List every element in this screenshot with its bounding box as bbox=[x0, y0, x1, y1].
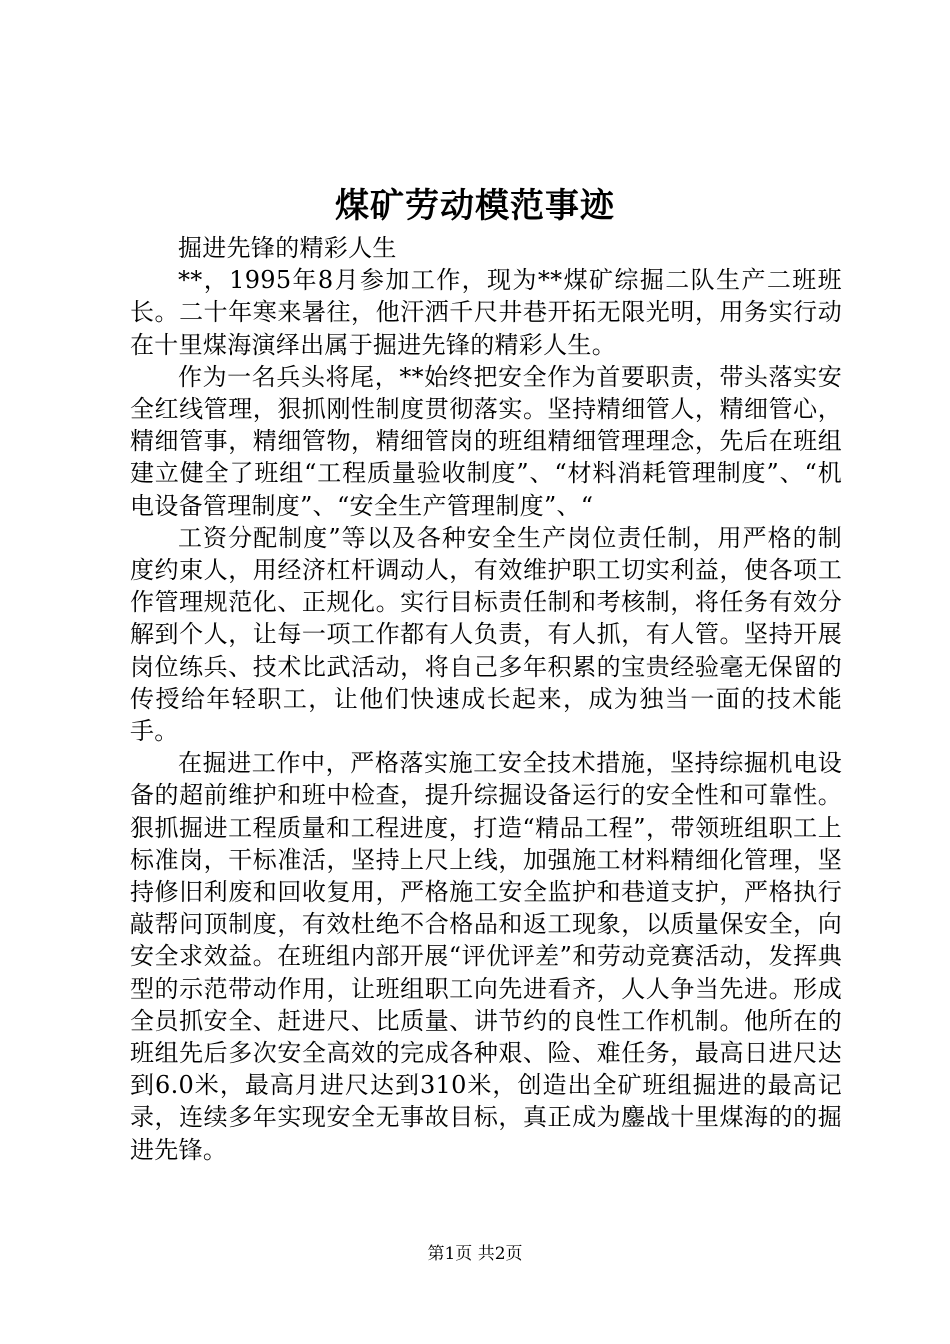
paragraph-intro: **，1995年8月参加工作，现为**煤矿综掘二队生产二班班长。二十年寒来暑往，他汗洒千尺井巷开拓无限光明，用务实行动在十里煤海演绎出属于掘进先锋的精彩人生。 bbox=[130, 266, 842, 359]
document-body bbox=[130, 232, 842, 1166]
page-number-footer: 第1页 共2页 bbox=[427, 1244, 523, 1264]
paragraph-subtitle: 掘进先锋的精彩人生 bbox=[178, 234, 397, 262]
paragraph-management: 工资分配制度”等以及各种安全生产岗位责任制，用严格的制度约束人，用经济杠杆调动人，有效维护职工切实利益，使各项工作管理规范化、正规化。实行目标责任制和考核制，将任务有效分解到个人，让每一项工作都有人负责，有人抓，有人管。坚持开展岗位练兵、技术比武活动，将自己多年积累的宝贵经验毫无保留的传授给年轻职工，让他们快速成长起来，成为独当一面的技术能手。 bbox=[130, 523, 842, 746]
paragraph-safety: 作为一名兵头将尾，**始终把安全作为首要职责，带头落实安全红线管理，狠抓刚性制度贯彻落实。坚持精细管人，精细管心，精细管事，精细管物，精细管岗的班组精细管理理念，先后在班组建立健全了班组“工程质量验收制度”、“材料消耗管理制度”、“机电设备管理制度”、“安全生产管理制度”、“ bbox=[130, 362, 842, 520]
document-title: 煤矿劳动模范事迹 bbox=[335, 186, 615, 226]
paragraph-tunneling: 在掘进工作中，严格落实施工安全技术措施，坚持综掘机电设备的超前维护和班中检查，提升综掘设备运行的安全性和可靠性。狠抓掘进工程质量和工程进度，打造“精品工程”，带领班组职工上标准岗，干标准活，坚持上尺上线，加强施工材料精细化管理，坚持修旧利废和回收复用，严格施工安全监护和巷道支护，严格执行敲帮问顶制度，有效杜绝不合格品和返工现象，以质量保安全，向安全求效益。在班组内部开展“评优评差”和劳动竞赛活动，发挥典型的示范带动作用，让班组职工向先进看齐，人人争当先进。形成全员抓安全、赶进尺、比质量、讲节约的良性工作机制。他所在的班组先后多次安全高效的完成各种艰、险、难任务，最高日进尺达到6.0米，最高月进尺达到310米，创造出全矿班组掘进的最高记录，连续多年实现安全无事故目标，真正成为鏖战十里煤海的的掘进先锋。 bbox=[130, 749, 842, 1164]
